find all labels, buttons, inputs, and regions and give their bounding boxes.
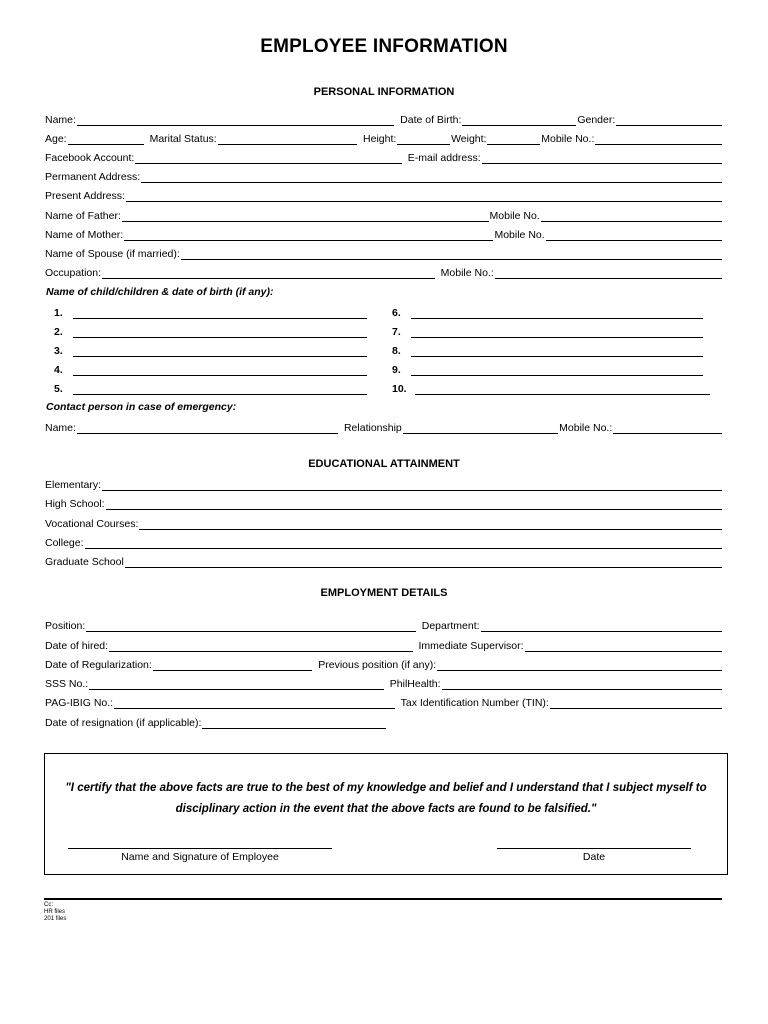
signature-caption: Name and Signature of Employee xyxy=(121,851,279,863)
permanent-address-label: Permanent Address: xyxy=(45,171,141,183)
occupation-mobile-label: Mobile No.: xyxy=(440,267,494,279)
cc-201-files: 201 files xyxy=(44,916,67,922)
email-label: E-mail address: xyxy=(407,152,481,164)
row-present-address xyxy=(45,188,723,202)
previous-position-field[interactable] xyxy=(437,661,722,671)
child-number: 1. xyxy=(54,307,63,319)
date-line[interactable] xyxy=(497,848,691,849)
department-label: Department: xyxy=(421,620,480,632)
row-resignation xyxy=(45,715,387,729)
child-number: 3. xyxy=(54,345,63,357)
philhealth-label: PhilHealth: xyxy=(389,678,441,690)
row-college xyxy=(45,535,723,549)
child-field[interactable] xyxy=(73,328,367,338)
high-school-label: High School: xyxy=(45,498,105,510)
high-school-field[interactable] xyxy=(106,500,722,510)
child-number: 9. xyxy=(392,364,401,376)
child-row-6 xyxy=(392,305,704,319)
child-number: 10. xyxy=(392,383,407,395)
row-elementary xyxy=(45,477,723,491)
email-field[interactable] xyxy=(482,154,722,164)
previous-position-label: Previous position (if any): xyxy=(318,659,437,671)
marital-field[interactable] xyxy=(218,135,357,145)
spouse-field[interactable] xyxy=(181,250,722,260)
row-name-dob-gender xyxy=(45,112,723,126)
position-field[interactable] xyxy=(86,622,415,632)
vocational-label: Vocational Courses: xyxy=(45,518,139,530)
present-address-label: Present Address: xyxy=(45,190,125,202)
occupation-label: Occupation: xyxy=(45,267,102,279)
child-row-7 xyxy=(392,324,704,338)
certification-statement: "I certify that the above facts are true to the best of my knowledge and belief and I understand that I subject myself to disciplinary action in the event that the above facts are found to be falsified." xyxy=(65,782,707,815)
resignation-field[interactable] xyxy=(202,719,386,729)
department-field[interactable] xyxy=(481,622,722,632)
tin-label: Tax Identification Number (TIN): xyxy=(400,697,549,709)
mobile-label: Mobile No.: xyxy=(541,133,595,145)
footer-divider xyxy=(44,898,722,900)
child-number: 4. xyxy=(54,364,63,376)
children-heading: Name of child/children & date of birth (if any): xyxy=(46,286,274,298)
elementary-label: Elementary: xyxy=(45,479,102,491)
emergency-name-label: Name: xyxy=(45,422,76,434)
weight-label: Weight: xyxy=(451,133,487,145)
resignation-label: Date of resignation (if applicable): xyxy=(45,717,202,729)
sss-label: SSS No.: xyxy=(45,678,89,690)
regularization-label: Date of Regularization: xyxy=(45,659,152,671)
emergency-mobile-field[interactable] xyxy=(613,424,722,434)
present-address-field[interactable] xyxy=(126,192,722,202)
child-number: 8. xyxy=(392,345,401,357)
dob-label: Date of Birth: xyxy=(400,114,462,126)
row-permanent-address xyxy=(45,169,723,183)
emergency-mobile-label: Mobile No.: xyxy=(559,422,613,434)
facebook-label: Facebook Account: xyxy=(45,152,135,164)
child-row-3 xyxy=(54,343,368,357)
certification-box xyxy=(44,753,728,875)
supervisor-label: Immediate Supervisor: xyxy=(418,640,524,652)
mother-mobile-label: Mobile No. xyxy=(494,229,545,241)
elementary-field[interactable] xyxy=(102,481,722,491)
name-field[interactable] xyxy=(77,116,394,126)
child-field[interactable] xyxy=(411,309,703,319)
child-field[interactable] xyxy=(73,309,367,319)
row-age-marital xyxy=(45,131,723,145)
child-row-8 xyxy=(392,343,704,357)
child-row-2 xyxy=(54,324,368,338)
row-spouse xyxy=(45,246,723,260)
relationship-field[interactable] xyxy=(403,424,558,434)
row-position xyxy=(45,618,723,632)
name-label: Name: xyxy=(45,114,76,126)
emergency-heading: Contact person in case of emergency: xyxy=(46,401,237,413)
date-hired-label: Date of hired: xyxy=(45,640,109,652)
child-number: 5. xyxy=(54,383,63,395)
row-date-hired xyxy=(45,638,723,652)
child-number: 2. xyxy=(54,326,63,338)
mother-mobile-field[interactable] xyxy=(546,231,722,241)
father-mobile-field[interactable] xyxy=(541,212,722,222)
child-field[interactable] xyxy=(411,328,703,338)
child-field[interactable] xyxy=(415,385,710,395)
row-facebook-email xyxy=(45,150,723,164)
personal-info-heading: PERSONAL INFORMATION xyxy=(313,86,455,98)
position-label: Position: xyxy=(45,620,86,632)
college-field[interactable] xyxy=(85,539,722,549)
education-heading: EDUCATIONAL ATTAINMENT xyxy=(308,458,460,470)
occupation-field[interactable] xyxy=(102,269,435,279)
row-regularization xyxy=(45,657,723,671)
date-caption: Date xyxy=(582,851,606,863)
child-field[interactable] xyxy=(411,366,703,376)
child-row-5 xyxy=(54,381,368,395)
child-row-1 xyxy=(54,305,368,319)
regularization-field[interactable] xyxy=(153,661,312,671)
date-hired-field[interactable] xyxy=(109,642,412,652)
cc-hr-files: HR files xyxy=(44,909,66,915)
child-field[interactable] xyxy=(73,385,367,395)
gender-field[interactable] xyxy=(616,116,722,126)
father-field[interactable] xyxy=(122,212,489,222)
employment-heading: EMPLOYMENT DETAILS xyxy=(320,587,448,599)
row-high-school xyxy=(45,496,723,510)
father-label: Name of Father: xyxy=(45,210,121,222)
graduate-label: Graduate School xyxy=(45,556,124,568)
supervisor-field[interactable] xyxy=(525,642,722,652)
row-father xyxy=(45,208,723,222)
cc-label: Cc: xyxy=(44,902,53,908)
row-vocational xyxy=(45,516,723,530)
row-mother xyxy=(45,227,723,241)
occupation-mobile-field[interactable] xyxy=(495,269,722,279)
child-field[interactable] xyxy=(73,347,367,357)
relationship-label: Relationship xyxy=(343,422,402,434)
mobile-field[interactable] xyxy=(595,135,722,145)
form-title: EMPLOYEE INFORMATION xyxy=(260,36,508,57)
pagibig-field[interactable] xyxy=(114,699,395,709)
facebook-field[interactable] xyxy=(135,154,401,164)
permanent-address-field[interactable] xyxy=(141,173,722,183)
child-row-9 xyxy=(392,362,704,376)
father-mobile-label: Mobile No. xyxy=(489,210,540,222)
child-field[interactable] xyxy=(411,347,703,357)
weight-field[interactable] xyxy=(487,135,540,145)
emergency-name-field[interactable] xyxy=(77,424,338,434)
graduate-field[interactable] xyxy=(125,558,722,568)
sss-field[interactable] xyxy=(89,680,384,690)
age-label: Age: xyxy=(45,133,67,145)
row-occupation xyxy=(45,265,723,279)
mother-field[interactable] xyxy=(124,231,493,241)
height-field[interactable] xyxy=(397,135,450,145)
child-number: 6. xyxy=(392,307,401,319)
dob-field[interactable] xyxy=(462,116,576,126)
mother-label: Name of Mother: xyxy=(45,229,124,241)
row-sss xyxy=(45,676,723,690)
child-number: 7. xyxy=(392,326,401,338)
spouse-label: Name of Spouse (if married): xyxy=(45,248,180,260)
child-field[interactable] xyxy=(73,366,367,376)
row-pagibig xyxy=(45,695,723,709)
college-label: College: xyxy=(45,537,84,549)
row-emergency xyxy=(45,420,723,434)
height-label: Height: xyxy=(363,133,397,145)
vocational-field[interactable] xyxy=(139,520,722,530)
age-field[interactable] xyxy=(68,135,144,145)
tin-field[interactable] xyxy=(550,699,722,709)
signature-line[interactable] xyxy=(68,848,332,849)
child-row-10 xyxy=(392,381,711,395)
marital-label: Marital Status: xyxy=(149,133,217,145)
gender-label: Gender: xyxy=(577,114,616,126)
row-graduate xyxy=(45,554,723,568)
pagibig-label: PAG-IBIG No.: xyxy=(45,697,114,709)
philhealth-field[interactable] xyxy=(442,680,722,690)
child-row-4 xyxy=(54,362,368,376)
